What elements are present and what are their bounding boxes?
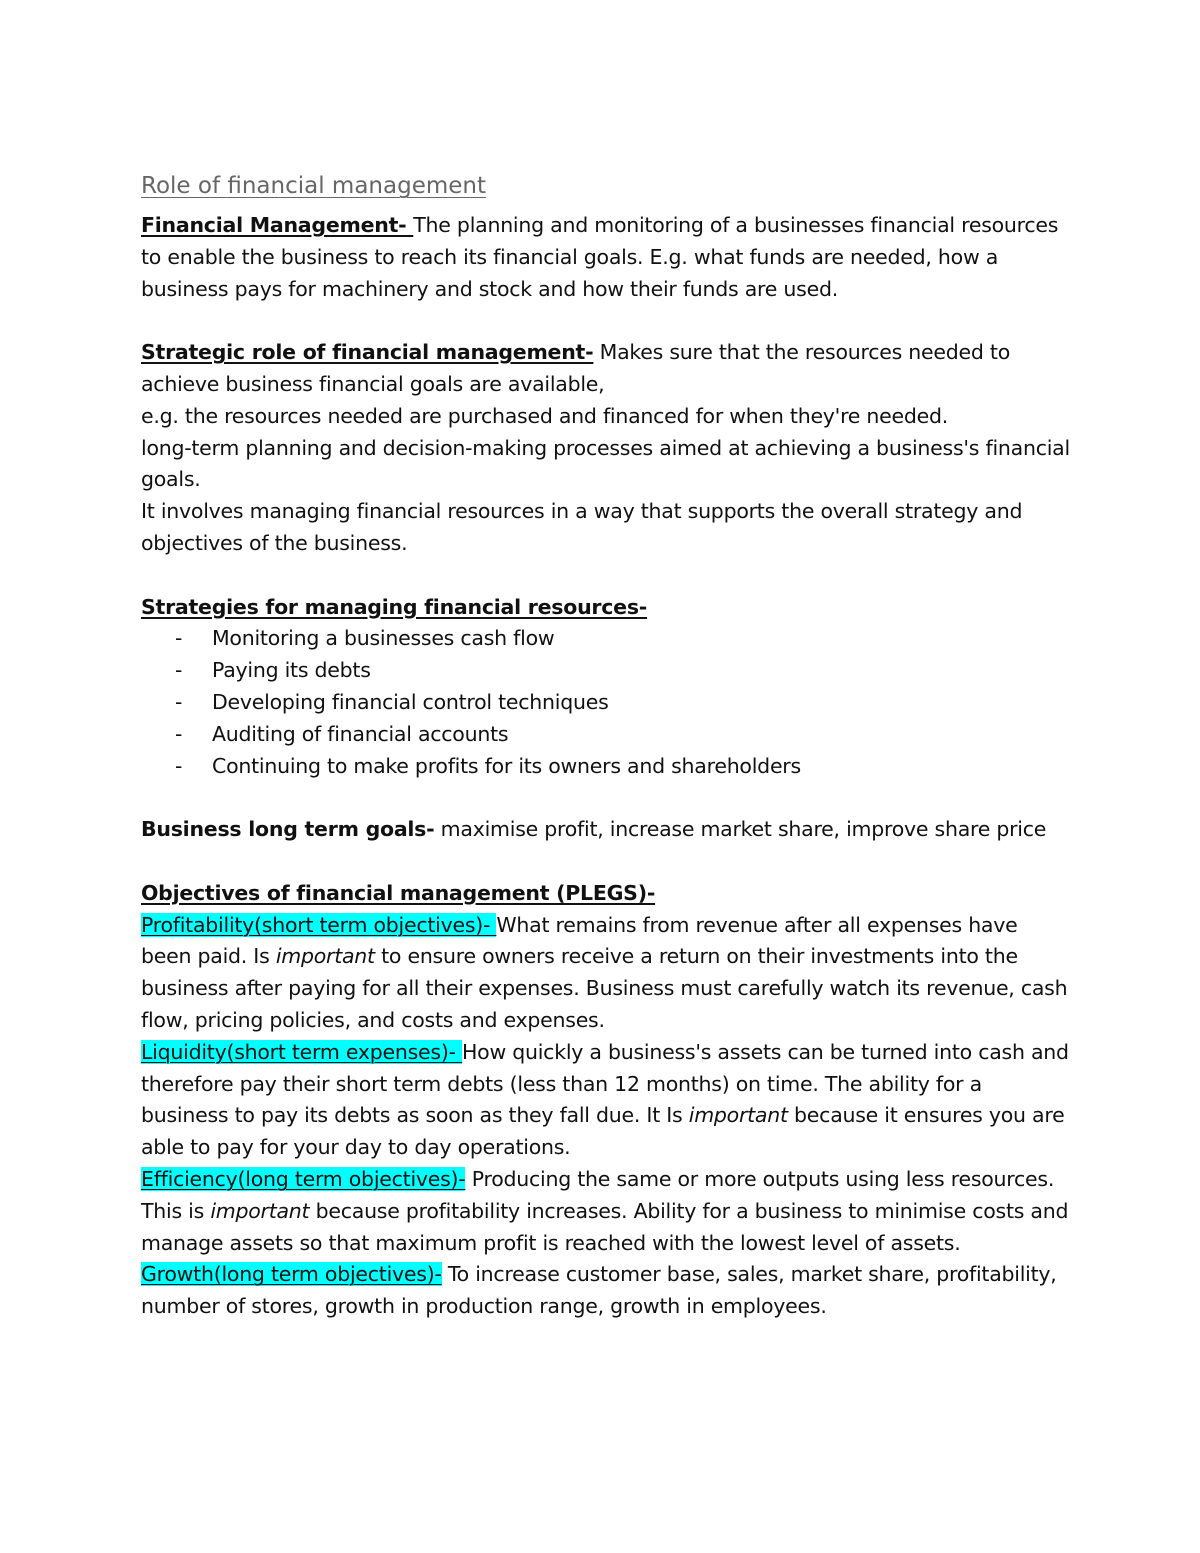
list-item [141,655,1071,687]
list-item [141,751,1071,783]
profitability-text: What remains from revenue after all expenses have been paid. Is [141,912,1018,969]
list-item-text: Monitoring a businesses cash flow [212,626,555,651]
strategic-role-line: It involves managing financial resources in a way that supports the overall strategy and objectives of the business. [141,499,1023,555]
list-item-text: Paying its debts [212,658,371,683]
spacer [141,305,1071,337]
strategies-list [141,623,1071,782]
spacer [141,846,1071,878]
spacer [141,560,1071,592]
growth-label: Growth(long term objectives)- [141,1262,442,1287]
dash-bullet: - [175,689,183,714]
dash-bullet: - [175,626,183,651]
growth-paragraph [141,1259,1071,1323]
strategic-role-line: long-term planning and decision-making processes aimed at achieving a business's financial goals. [141,435,1070,492]
spacer [141,782,1071,814]
objectives-term: Objectives of financial management (PLEGS)- [141,880,656,905]
efficiency-emphasis: important [210,1198,310,1223]
dash-bullet: - [175,658,183,683]
dash-bullet: - [175,721,183,746]
strategic-role-line: e.g. the resources needed are purchased and financed for when they're needed. [141,403,949,428]
liquidity-paragraph [141,1037,1071,1164]
financial-management-paragraph [141,210,1071,305]
profitability-text: to ensure owners receive a return on their investments into the business after paying for all their expenses. Business must carefully watch its revenue, cash flow, pricing policies, and costs and expenses. [141,944,1068,1032]
objectives-heading [141,878,1071,910]
long-term-goals-term: Business long term goals- [141,817,435,842]
profitability-label: Profitability(short term objectives)- [141,912,497,937]
financial-management-term: Financial Management- [141,213,414,237]
efficiency-paragraph [141,1164,1071,1259]
efficiency-label: Efficiency(long term objectives)- [141,1166,466,1191]
dash-bullet: - [175,753,183,778]
long-term-goals-paragraph [141,814,1071,846]
page-title: Role of financial management [141,173,486,199]
liquidity-text: because it ensures you are able to pay for your day to day operations. [141,1103,1065,1160]
list-item [141,623,1071,655]
efficiency-text: because profitability increases. Ability for a business to minimise costs and manage assets so that maximum profit is reached with the lowest level of assets. [141,1198,1069,1255]
growth-text: To increase customer base, sales, market share, profitability, number of stores, growth in production range, growth in employees. [141,1262,1057,1319]
liquidity-label: Liquidity(short term expenses)- [141,1039,462,1064]
document-page [141,168,1071,1323]
efficiency-text: Producing the same or more outputs using less resources. This is [141,1166,1055,1223]
list-item [141,687,1071,719]
list-item-text: Auditing of financial accounts [212,721,509,746]
profitability-emphasis: important [275,944,375,969]
list-item-text: Continuing to make profits for its owners and shareholders [212,753,801,778]
liquidity-emphasis: important [688,1103,788,1128]
long-term-goals-text: maximise profit, increase market share, improve share price [434,817,1047,842]
liquidity-text: How quickly a business's assets can be turned into cash and therefore pay their short term debts (less than 12 months) on time. The ability for a business to pay its debts as soon as they fall due. It Is [141,1039,1069,1128]
strategic-role-term: Strategic role of financial management- [141,340,594,365]
profitability-paragraph [141,910,1071,1037]
strategic-role-definition: Makes sure that the resources needed to achieve business financial goals are available, [141,340,1010,396]
list-item-text: Developing financial control techniques [212,689,609,714]
financial-management-definition: The planning and monitoring of a businesses financial resources to enable the business to reach its financial goals. E.g. what funds are needed, how a business pays for machinery and stock and how their funds are used. [141,213,1059,301]
strategic-role-paragraph [141,337,1071,401]
strategies-heading [141,592,1071,624]
strategies-term: Strategies for managing financial resources- [141,594,648,619]
list-item [141,719,1071,751]
